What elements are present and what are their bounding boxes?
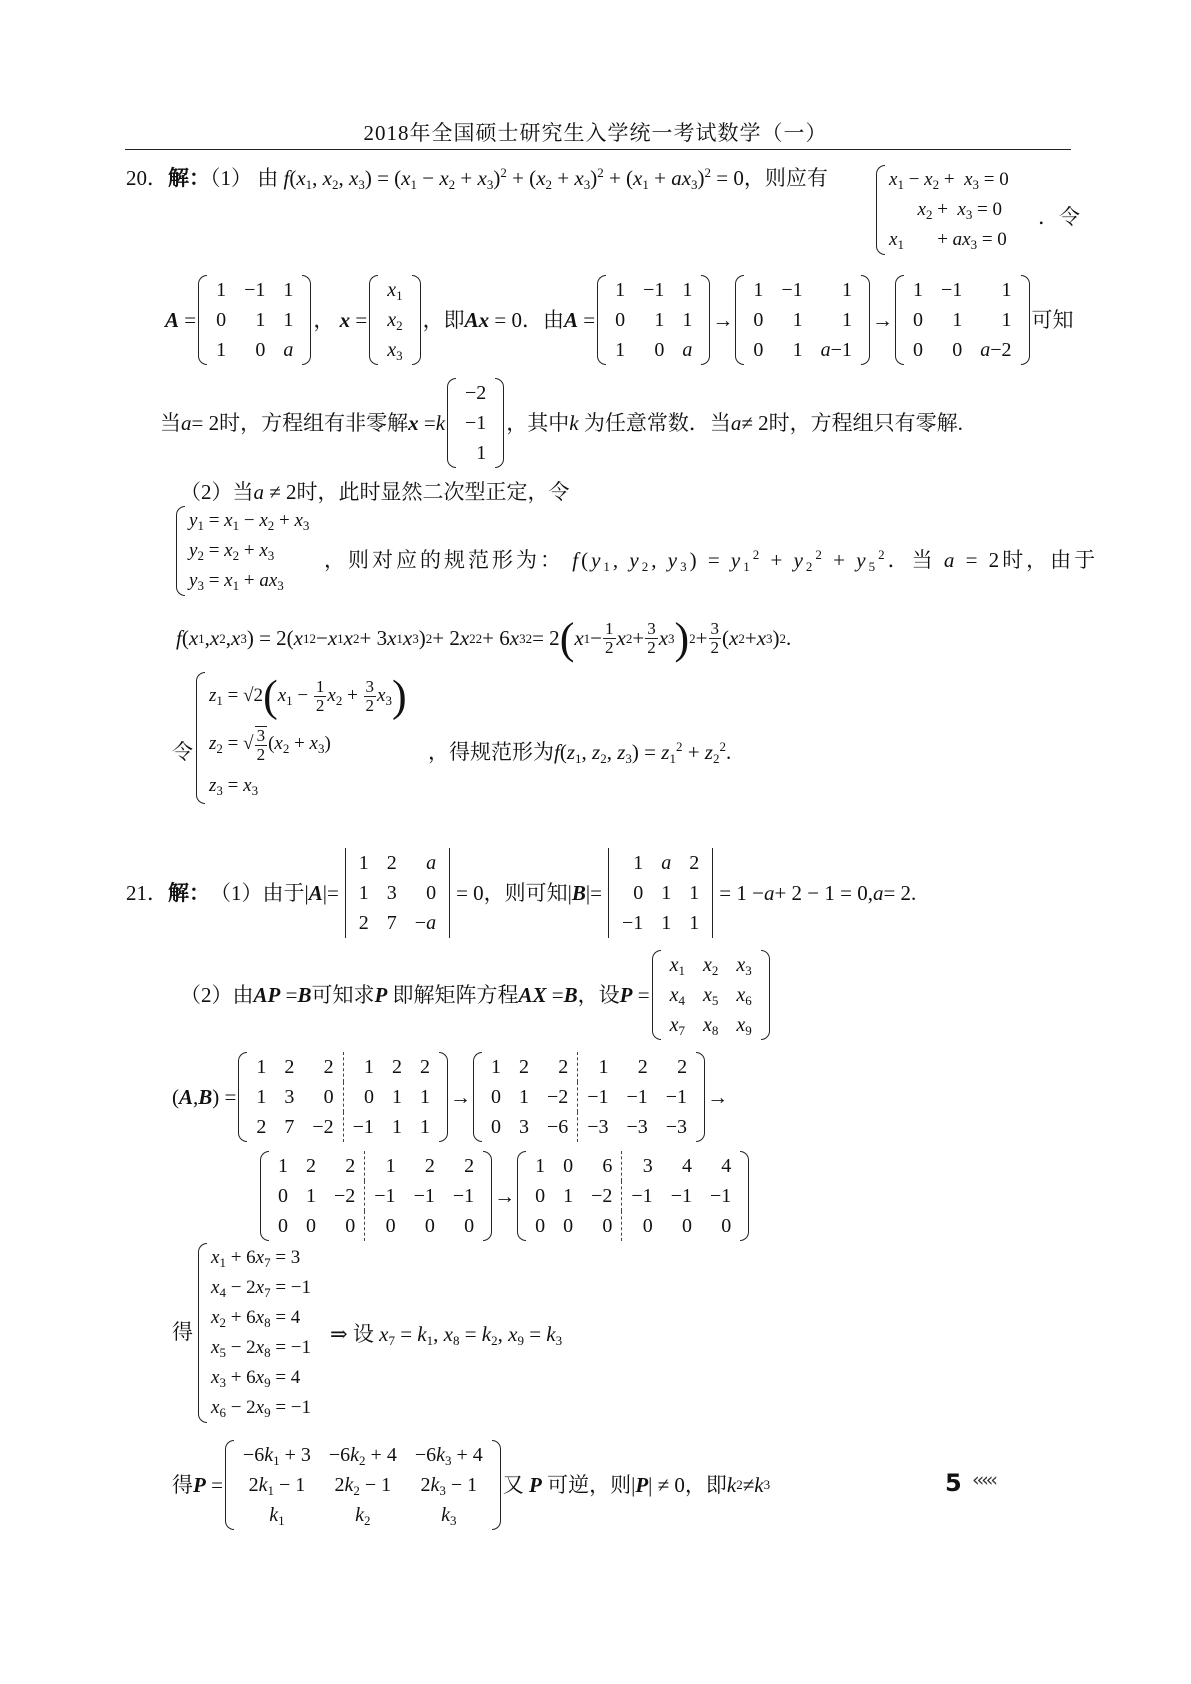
let-2: 令 [172,740,193,764]
vector-x: $x_1$ $x_2$ $x_3$ [369,275,420,365]
normal-form-z: ，得规范形为$f(z_1$, $z_2$, $z_3) = z_1^2 + z_2^2$. [428,739,732,766]
q21-part1: 21． 解： （1）由于 | A |= 1 2 a 1 3 0 2 7 −a = 0 ，则可知 | B |= 1 a 2 0 1 1 −1 1 1 = 1 − a + 2 − 1 = 0, a = 2. [126,848,916,938]
q20-case-line: 当 a = 2 时，方程组有非零解 x = k −2 −1 1 ，其中 k 为任意常数．当 a ≠ 2 时，方程组只有零解. [160,378,963,468]
q20-matrix-line: A = 1 −1 1 0 1 1 1 0 a ， x = $x_1$ $x_2$ $x_3$ ， 即 Ax = 0． 由 A = 1 −1 1 0 1 1 1 0 a → 1 −1 1 0 1 1 0 1 a−1 → 1 −1 1 0 1 1 0 0 a−2 可知 [165,275,1074,365]
page-number: 5 [945,1469,962,1497]
solution-label: 解： [168,166,210,190]
header-rule [125,149,1071,150]
system-x: $x_1 + 6x_7 = 3$ $x_4 - 2x_7 = -1$ $x_2 + 6x_8 = 4$ $x_5 - 2x_8 = -1$ $x_3 + 6x_9 = 4$ $x_6 - 2x_9 = -1$ [198,1243,311,1423]
augmented-row-2: 1 2 2 1 2 2 0 1 −2 −1 −1 −1 0 0 0 0 0 0 → 1 0 6 3 4 4 0 1 −2 −1 −1 −1 0 0 0 0 0 0 [258,1151,751,1241]
q21-part2: （2）由 AP = B 可知求 P 即解矩阵方程 AX = B ，设 P = $x_1$ $x_2$ $x_3$ $x_4$ $x_5$ $x_6$ $x_7$ $x_8$ $x_9$ [180,950,772,1040]
matrix-A: 1 −1 1 0 1 1 1 0 a [198,275,311,365]
question-number: 20． [126,166,168,190]
augmented-row-1: ( A , B ) = 1 2 2 1 2 2 1 3 0 0 1 1 2 7 −2 −1 1 1 → 1 2 2 1 2 2 0 1 −2 −1 −1 −1 0 3 −6 −3 −3 −3 → [172,1052,728,1142]
page-header: 2018年全国硕士研究生入学统一考试数学（一） [363,121,828,145]
set-k: ⇒ 设 $x_7 = k_1$, $x_8 = k_2$, $x_9 = k_3$ [330,1322,563,1348]
q20-part2: （2）当a ≠ 2时，此时显然二次型正定，令 [180,480,570,504]
page-arrows-icon: ‹‹‹‹‹ [972,1469,995,1491]
system-y: $y_1 = x_1 - x_2 + x_3$ $y_2 = x_2 + x_3$ $y_3 = x_1 + ax_3$ [176,506,309,596]
normal-form-line: ，则对应的规范形为： $f(y_1$, $y_2$, $y_3) = y_1^2 + y_2^2 + y_5^2$．当 a = 2时，由于 [324,547,1099,574]
let-word: ．令 [1038,205,1080,229]
get-1: 得 [172,1320,193,1344]
result-p: 得 P = $-6k_1 + 3$ $-6k_2 + 4$ $-6k_3 + 4$ $2k_1 - 1$ $2k_2 - 1$ $2k_3 - 1$ $k_1$ $k_2$ $k_3$ 又 P 可逆，则 | P | ≠ 0 ，即 k 2 ≠ k 3 [172,1440,770,1530]
q20-line-1: 20．解：（1） 由 $f(x_1$, $x_2$, $x_3) = (x_1 - x_2 + x_3)^2 + (x_2 + x_3)^2 + (x_1 + ax_3)^2 = 0$，则应有 [126,165,828,192]
system-1: $x_1 - x_2 + x_3 = 0$ $x_2 + x_3 = 0$ $x_1$ + $ax_3 = 0$ [876,165,1009,255]
system-z: $z_1 = √2(x_1$ − $\frac{1}{2}$ $x_2$ + $\frac{3}{2}$ $x_3$) $z_2$ = √ $\frac{3}{2}$ $(x_2 + x_3)$ $z_3 = x_3$ [196,672,407,804]
expansion-line: f ( x 1 , x 2 , x 3 ) = 2( x 1 2 − x 1 x 2 + 3 x 1 x 3 ) 2 + 2 x 2 2 + 6 x 3 2 = 2 ( x 1 − $\frac{1}{2}$ x 2 + $\frac{3}{2}$ x 3 ) 2 + $\frac{3}{2}$ ( x 2 + x 3 ) 2 . [176,613,792,663]
